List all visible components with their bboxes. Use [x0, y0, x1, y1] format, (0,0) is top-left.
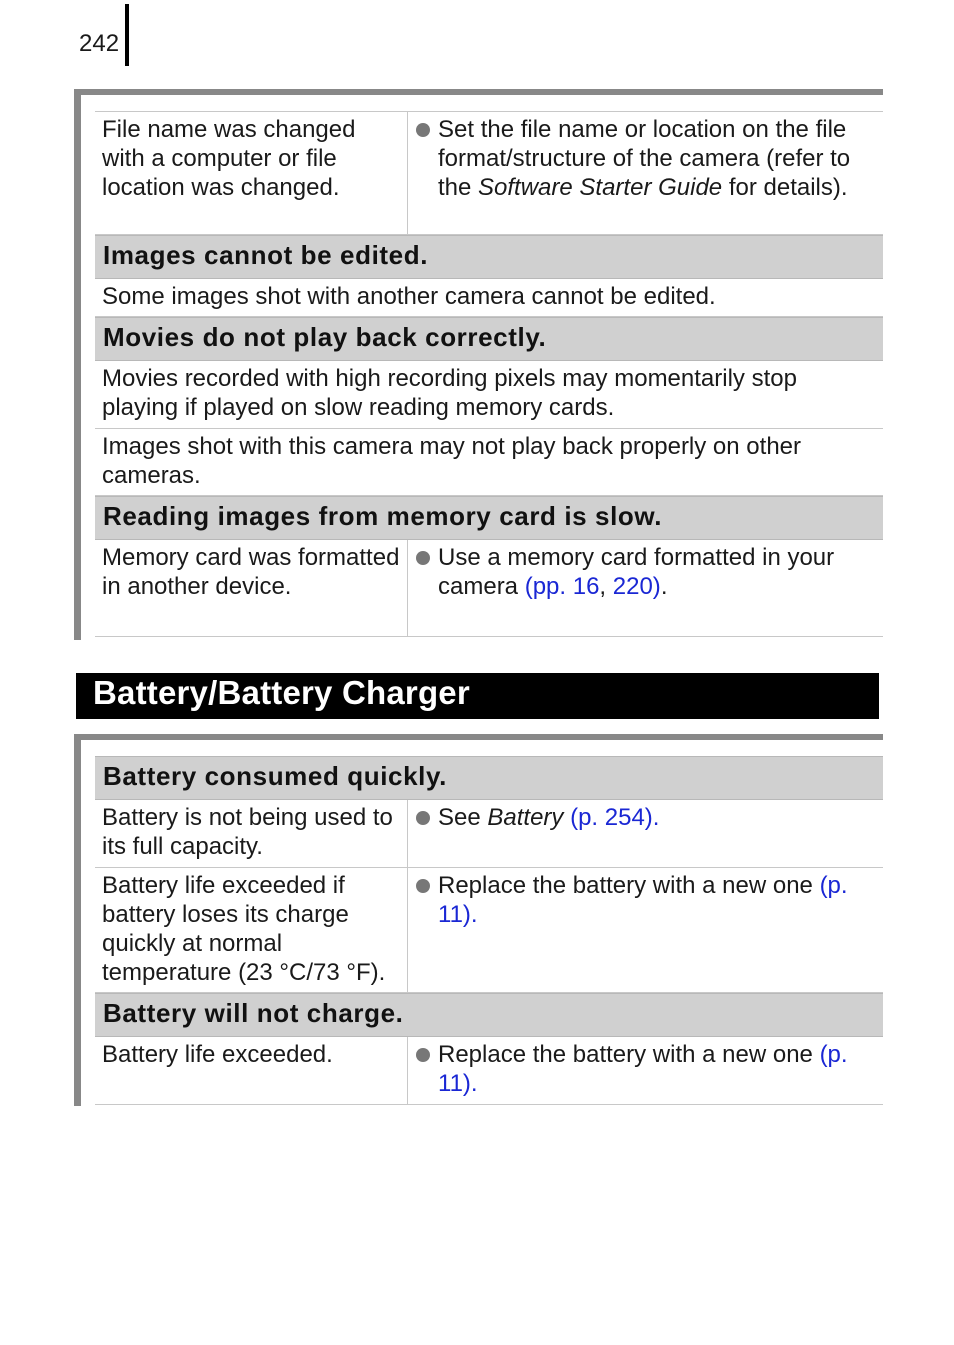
page-link[interactable]: (pp. 16 — [524, 573, 600, 600]
section-title: Battery/Battery Charger — [76, 673, 879, 719]
solution-text: Replace the battery with a new one (p. 11). — [438, 872, 848, 928]
solution-text: Use a memory card formatted in your camera (pp. 16, 220). — [438, 544, 835, 600]
troubleshooting-block-images — [74, 89, 883, 640]
page-link[interactable]: 220) — [612, 573, 661, 600]
description-cell: Some images shot with another camera cannot be edited. — [102, 283, 716, 310]
table-row — [95, 111, 883, 235]
solution-cell — [408, 112, 883, 234]
page-link[interactable]: (p. 254) — [570, 804, 653, 831]
table-row — [95, 800, 883, 868]
table-row — [95, 1037, 883, 1105]
table-row — [95, 279, 883, 317]
section-header-battery-not-charge: Battery will not charge. — [95, 993, 883, 1037]
solution-text: Replace the battery with a new one (p. 11). — [438, 1041, 848, 1097]
page-number-rule — [125, 4, 129, 66]
description-cell: Images shot with this camera may not play back properly on other cameras. — [102, 433, 801, 489]
solution-cell — [408, 540, 883, 636]
bullet-icon — [416, 879, 430, 893]
bullet-icon — [416, 1048, 430, 1062]
page-link[interactable]: (p. 11) — [438, 1041, 848, 1097]
section-header-movies-playback: Movies do not play back correctly. — [95, 317, 883, 361]
cause-cell: Battery life exceeded. — [95, 1037, 408, 1104]
cause-cell: File name was changed with a computer or file location was changed. — [95, 112, 408, 234]
section-header-battery-consumed: Battery consumed quickly. — [95, 756, 883, 800]
section-header-reading-slow: Reading images from memory card is slow. — [95, 496, 883, 540]
bullet-icon — [416, 551, 430, 565]
cause-cell: Memory card was formatted in another device. — [95, 540, 408, 636]
table-row — [95, 361, 883, 429]
bullet-icon — [416, 123, 430, 137]
solution-cell — [408, 868, 883, 992]
table-row — [95, 540, 883, 637]
page-link[interactable]: (p. 11) — [438, 872, 848, 928]
bullet-icon — [416, 811, 430, 825]
section-header-images-cannot-be-edited: Images cannot be edited. — [95, 235, 883, 279]
troubleshooting-block-battery — [74, 734, 883, 1106]
table-row — [95, 429, 883, 496]
description-cell: Movies recorded with high recording pixels may momentarily stop playing if played on slow reading memory cards. — [102, 365, 797, 421]
cause-cell: Battery life exceeded if battery loses its charge quickly at normal temperature (23 °C/73 °F). — [95, 868, 408, 992]
solution-cell — [408, 1037, 883, 1104]
table-row — [95, 868, 883, 993]
solution-text: Set the file name or location on the file format/structure of the camera (refer to the Software Starter Guide for details). — [438, 116, 851, 201]
cause-cell: Battery is not being used to its full capacity. — [95, 800, 408, 867]
solution-cell — [408, 800, 883, 867]
solution-text: See Battery (p. 254). — [438, 804, 660, 831]
page-number: 242 — [79, 30, 120, 57]
